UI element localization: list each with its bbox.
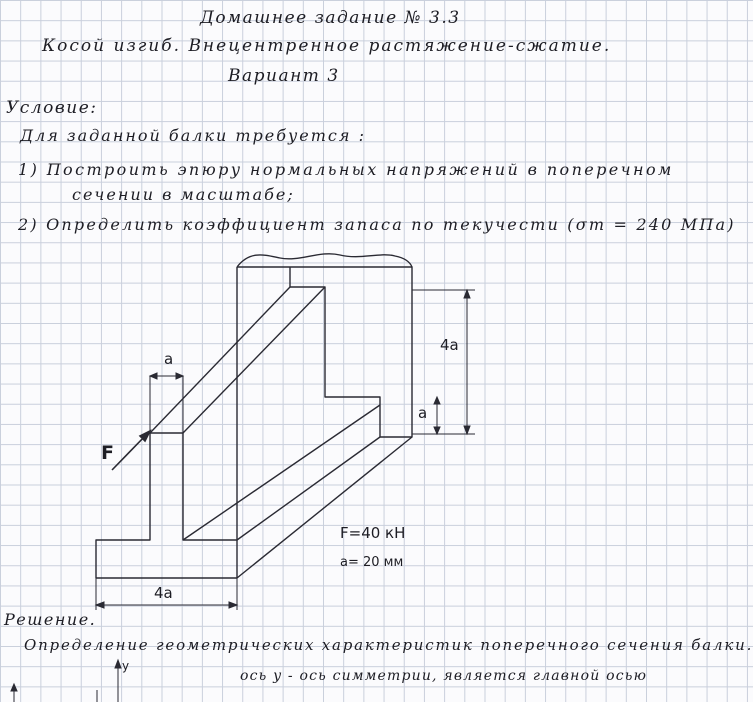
beam-front-section [96, 433, 237, 578]
beam-edge-3 [183, 405, 380, 540]
given-a: a= 20 мм [340, 555, 404, 570]
axis-y-label: y [122, 659, 130, 673]
task-item-2: 2) Определить коэффициент запаса по текучести (σт = 240 МПа) [18, 215, 736, 234]
condition-heading: Условие: [6, 98, 98, 118]
beam-back-face [237, 267, 412, 437]
homework-variant: Вариант 3 [228, 66, 340, 86]
force-label: F [101, 442, 114, 464]
label-4a-bottom: 4a [154, 584, 173, 602]
label-a-right: a [418, 404, 428, 422]
label-a-top: a [164, 350, 174, 368]
task-intro: Для заданной балки требуется : [20, 126, 366, 145]
beam-break-line [237, 254, 412, 267]
beam-edge-2 [183, 287, 325, 433]
geom-heading: Определение геометрических характеристик поперечного сечения балки. [24, 636, 753, 654]
homework-title: Домашнее задание № 3.3 [200, 8, 461, 28]
force-arrow [112, 431, 150, 470]
homework-subject: Косой изгиб. Внецентренное растяжение-сжатие. [42, 36, 612, 56]
axis-statement: ось y - ось симметрии, является главной осью [240, 668, 648, 684]
label-4a-right: 4a [440, 336, 459, 354]
task-item-1: 1) Построить эпюру нормальных напряжений в поперечном [18, 160, 674, 179]
task-item-1-cont: сечении в масштабе; [72, 185, 295, 204]
solution-heading: Решение. [4, 610, 97, 629]
given-force: F=40 кН [340, 524, 406, 542]
